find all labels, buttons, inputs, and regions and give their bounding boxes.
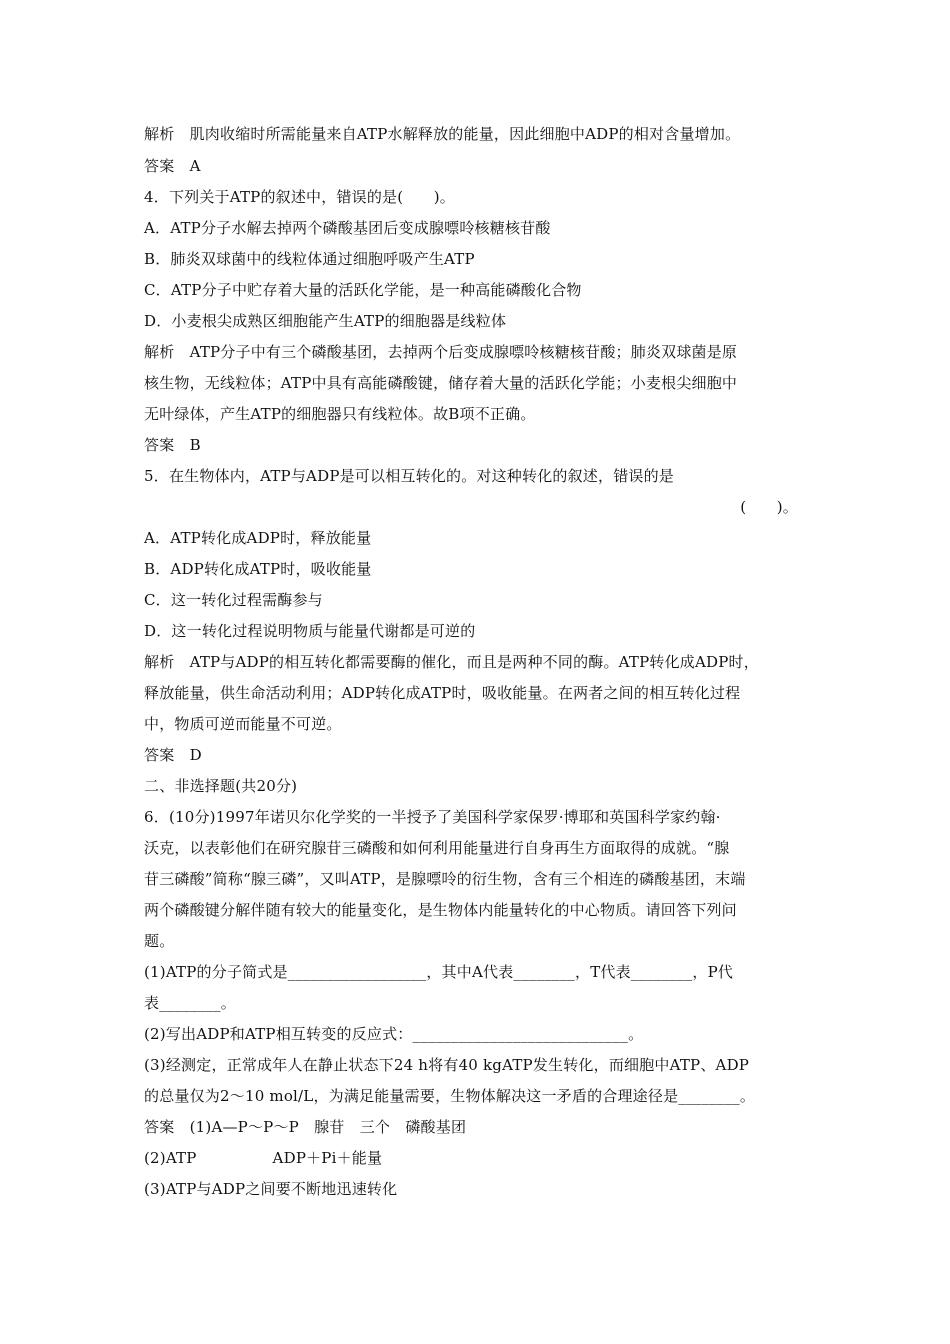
analysis-q4-line-2: 核生物，无线粒体；ATP中具有高能磷酸键，储存着大量的活跃化学能；小麦根尖细胞中	[144, 374, 738, 392]
question-6-part-2: (2)写出ADP和ATP相互转变的反应式：____________________________。	[144, 1025, 644, 1043]
question-4-option-b: B．肺炎双球菌中的线粒体通过细胞呼吸产生ATP	[144, 250, 475, 268]
section-heading-non-choice: 二、非选择题(共20分)	[144, 777, 298, 795]
analysis-q5-line-3: 中，物质可逆而能量不可逆。	[144, 715, 342, 733]
question-5-option-b: B．ADP转化成ATP时，吸收能量	[144, 560, 372, 578]
question-6-part-1-line-2: 表________。	[144, 994, 237, 1012]
question-5-option-d: D．这一转化过程说明物质与能量代谢都是可逆的	[144, 622, 476, 640]
question-6-para-line-4: 两个磷酸键分解伴随有较大的能量变化，是生物体内能量转化的中心物质。请回答下列问	[144, 901, 737, 919]
answer-q6-part-3: (3)ATP与ADP之间要不断地迅速转化	[144, 1180, 398, 1198]
answer-q4: 答案 B	[144, 436, 201, 454]
question-5-blank: ( )。	[740, 498, 798, 516]
analysis-q5-line-1: 解析 ATP与ADP的相互转化都需要酶的催化，而且是两种不同的酶。ATP转化成ADP时，	[144, 653, 759, 671]
analysis-q3: 解析 肌肉收缩时所需能量来自ATP水解释放的能量，因此细胞中ADP的相对含量增加。	[144, 125, 741, 143]
question-4-option-d: D．小麦根尖成熟区细胞能产生ATP的细胞器是线粒体	[144, 312, 507, 330]
question-4-stem: 4．下列关于ATP的叙述中，错误的是( )。	[144, 188, 455, 206]
question-6-para-line-2: 沃克，以表彰他们在研究腺苷三磷酸和如何利用能量进行自身再生方面取得的成就。“腺	[144, 839, 730, 857]
question-6-para-line-5: 题。	[144, 932, 175, 950]
answer-q6-part-2: (2)ATP ADP＋Pi＋能量	[144, 1149, 383, 1167]
question-4-option-c: C．ATP分子中贮存着大量的活跃化学能，是一种高能磷酸化合物	[144, 281, 582, 299]
analysis-q4-line-3: 无叶绿体，产生ATP的细胞器只有线粒体。故B项不正确。	[144, 405, 536, 423]
question-6-part-3-line-2: 的总量仅为2～10 mol/L，为满足能量需要，生物体解决这一矛盾的合理途径是________。	[144, 1087, 756, 1105]
answer-q5: 答案 D	[144, 746, 202, 764]
question-4-option-a: A．ATP分子水解去掉两个磷酸基团后变成腺嘌呤核糖核苷酸	[144, 219, 551, 237]
answer-q3: 答案 A	[144, 157, 201, 175]
question-6-part-3-line-1: (3)经测定，正常成年人在静止状态下24 h将有40 kgATP发生转化，而细胞中ATP、ADP	[144, 1056, 750, 1074]
question-6-para-line-3: 苷三磷酸”简称“腺三磷”，又叫ATP，是腺嘌呤的衍生物，含有三个相连的磷酸基团，末端	[144, 870, 746, 888]
answer-q6-part-1: 答案 (1)A—P～P～P 腺苷 三个 磷酸基团	[144, 1118, 467, 1136]
question-6-para-line-1: 6．(10分)1997年诺贝尔化学奖的一半授予了美国科学家保罗·博耶和英国科学家约翰·	[144, 808, 721, 826]
analysis-q4-line-1: 解析 ATP分子中有三个磷酸基团，去掉两个后变成腺嘌呤核糖核苷酸；肺炎双球菌是原	[144, 343, 738, 361]
question-5-stem: 5．在生物体内，ATP与ADP是可以相互转化的。对这种转化的叙述，错误的是	[144, 467, 675, 485]
question-5-option-a: A．ATP转化成ADP时，释放能量	[144, 529, 372, 547]
question-6-part-1-line-1: (1)ATP的分子简式是__________________，其中A代表________，T代表________，P代	[144, 963, 734, 981]
analysis-q5-line-2: 释放能量，供生命活动利用；ADP转化成ATP时，吸收能量。在两者之间的相互转化过程	[144, 684, 741, 702]
question-5-option-c: C．这一转化过程需酶参与	[144, 591, 323, 609]
